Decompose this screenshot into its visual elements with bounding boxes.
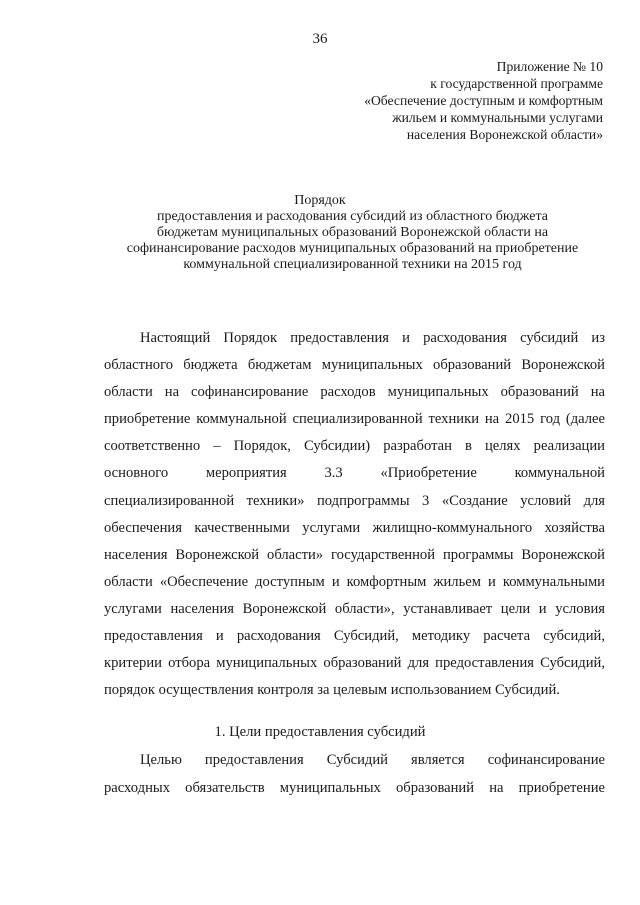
section-paragraph: [104, 750, 605, 806]
paragraph-line: расходных обязательств муниципальных образований на приобретение: [104, 780, 605, 796]
appendix-line: к государственной программе: [430, 76, 603, 91]
subtitle-line: коммунальной специализированной техники на 2015 год: [183, 257, 522, 272]
paragraph-line: основного мероприятия 3.3 «Приобретение коммунальной: [104, 465, 605, 482]
paragraph-line: соответственно – Порядок, Субсидии) разработан в целях реализации: [104, 438, 605, 455]
appendix-line: жильем и коммунальными услугами: [392, 110, 603, 125]
paragraph-line: обеспечения качественными услугами жилищно-коммунального хозяйства: [104, 519, 605, 536]
paragraph-line: критерии отбора муниципальных образований для предоставления Субсидий,: [104, 655, 605, 672]
page-number: 36: [312, 31, 328, 47]
appendix-line: «Обеспечение доступным и комфортным: [364, 93, 603, 108]
paragraph-line: специализированной техники» подпрограммы 3 «Создание условий для: [104, 492, 605, 509]
subtitle-line: предоставления и расходования субсидий из областного бюджета: [157, 209, 548, 224]
paragraph-line: услугами населения Воронежской области», устанавливает цели и условия: [104, 600, 605, 617]
paragraph-line: области «Обеспечение доступным и комфортным жильем и коммунальными: [104, 573, 605, 590]
paragraph-line: предоставления и расходования Субсидий, методику расчета субсидий,: [104, 628, 605, 645]
document-subtitle: [100, 209, 605, 273]
section-heading: 1. Цели предоставления субсидий: [214, 724, 426, 740]
paragraph-line: областного бюджета бюджетам муниципальных образований Воронежской: [104, 357, 605, 374]
paragraph-line: Настоящий Порядок предоставления и расходования субсидий из: [140, 330, 605, 346]
paragraph-line: населения Воронежской области» государственной программы Воронежской: [104, 546, 605, 563]
paragraph-line: порядок осуществления контроля за целевым использованием Субсидий.: [104, 682, 560, 699]
subtitle-line: бюджетам муниципальных образований Воронежской области на: [156, 225, 549, 240]
appendix-line: населения Воронежской области»: [406, 127, 603, 142]
paragraph-line: приобретение коммунальной специализированной техники на 2015 год (далее: [104, 411, 605, 428]
appendix-line: Приложение № 10: [496, 59, 603, 74]
subtitle-line: софинансирование расходов муниципальных образований на приобретение: [126, 241, 579, 256]
appendix-block: [303, 58, 603, 143]
intro-paragraph: [104, 328, 605, 707]
document-title: Порядок: [294, 193, 346, 208]
paragraph-line: области на софинансирование расходов муниципальных образований на: [104, 384, 605, 401]
paragraph-line: Целью предоставления Субсидий является софинансирование: [140, 752, 605, 768]
